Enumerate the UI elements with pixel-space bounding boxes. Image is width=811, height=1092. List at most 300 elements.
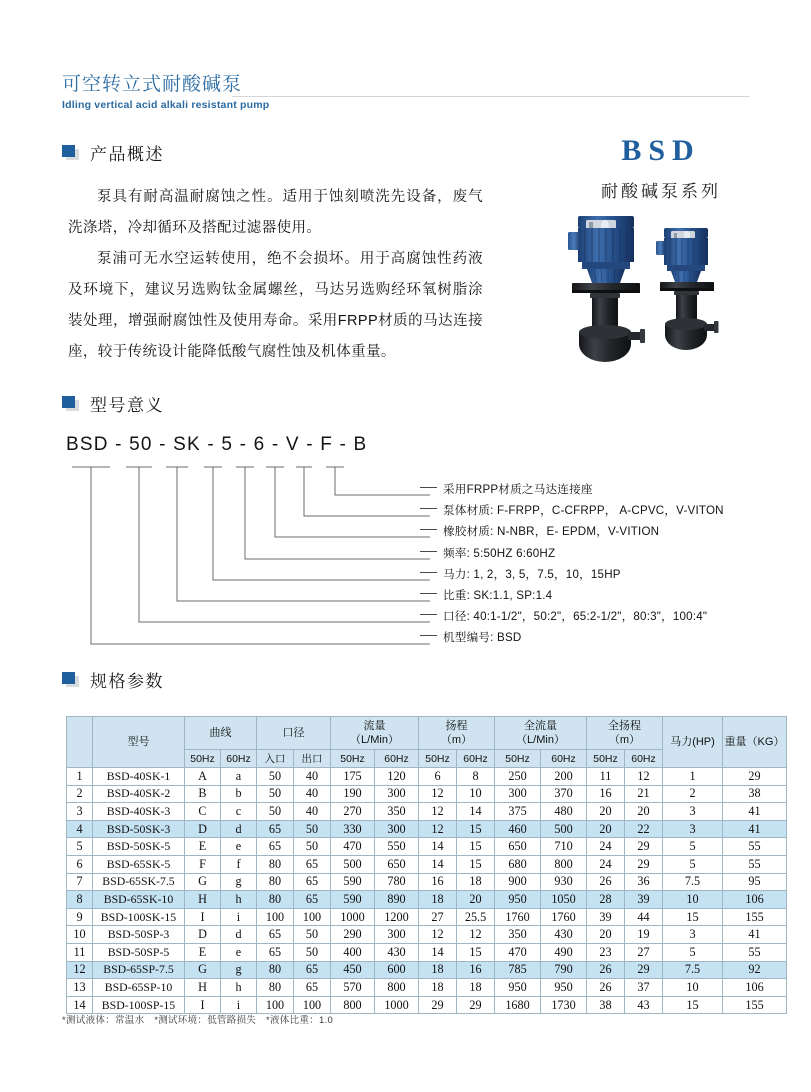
subheader-flow-50hz: 50Hz <box>331 750 375 768</box>
cell-head60: 18 <box>457 873 495 891</box>
section-title-spec: 规格参数 <box>90 672 164 691</box>
cell-kg: 41 <box>723 820 787 838</box>
cell-kg: 155 <box>723 908 787 926</box>
cell-flow50: 190 <box>331 785 375 803</box>
cell-curve50: A <box>185 768 221 786</box>
section-title-overview: 产品概述 <box>90 145 164 164</box>
cell-flow50: 270 <box>331 803 375 821</box>
cell-fhead60: 27 <box>625 943 663 961</box>
cell-fhead60: 37 <box>625 979 663 997</box>
cell-curve50: G <box>185 961 221 979</box>
cell-curve50: E <box>185 838 221 856</box>
pump-left <box>568 216 645 362</box>
cell-curve50: H <box>185 891 221 909</box>
legend-item: 泵体材质: F-FRPP，C-CFRPP， A-CPVC，V-VITON <box>420 502 800 523</box>
cell-flow50: 570 <box>331 979 375 997</box>
col-header-full-flow: 全流量 （L/Min） <box>495 717 587 750</box>
cell-outlet: 65 <box>294 891 331 909</box>
legend-item: 频率: 5:50HZ 6:60HZ <box>420 545 800 566</box>
cell-no: 8 <box>67 891 93 909</box>
cell-head60: 15 <box>457 820 495 838</box>
cell-fflow60: 200 <box>541 768 587 786</box>
cell-fflow60: 430 <box>541 926 587 944</box>
cell-fflow50: 680 <box>495 855 541 873</box>
cell-model: BSD-40SK-2 <box>93 785 185 803</box>
cell-inlet: 100 <box>257 908 294 926</box>
cell-flow60: 300 <box>375 926 419 944</box>
cell-fflow50: 375 <box>495 803 541 821</box>
cell-model: BSD-65SK-5 <box>93 855 185 873</box>
subheader-fullhead-50hz: 50Hz <box>587 750 625 768</box>
cell-flow60: 1000 <box>375 996 419 1014</box>
cell-flow50: 290 <box>331 926 375 944</box>
cell-curve50: G <box>185 873 221 891</box>
legend-item: 橡胶材质: N-NBR，E- EPDM，V-VITION <box>420 523 800 544</box>
cell-model: BSD-50SK-3 <box>93 820 185 838</box>
cell-hp: 5 <box>663 943 723 961</box>
cell-hp: 3 <box>663 926 723 944</box>
cell-kg: 92 <box>723 961 787 979</box>
cell-head50: 12 <box>419 803 457 821</box>
cell-head50: 18 <box>419 891 457 909</box>
cell-fflow60: 1760 <box>541 908 587 926</box>
cell-head50: 18 <box>419 961 457 979</box>
cell-head50: 12 <box>419 926 457 944</box>
cell-kg: 38 <box>723 785 787 803</box>
cell-head50: 12 <box>419 820 457 838</box>
cell-kg: 95 <box>723 873 787 891</box>
cell-flow60: 650 <box>375 855 419 873</box>
cell-outlet: 40 <box>294 785 331 803</box>
cell-flow50: 590 <box>331 891 375 909</box>
cell-curve60: b <box>221 785 257 803</box>
cell-hp: 7.5 <box>663 873 723 891</box>
cell-inlet: 65 <box>257 820 294 838</box>
cell-inlet: 80 <box>257 979 294 997</box>
subheader-curve-50hz: 50Hz <box>185 750 221 768</box>
cell-fflow50: 460 <box>495 820 541 838</box>
section-heading-spec <box>62 667 164 692</box>
cell-inlet: 50 <box>257 768 294 786</box>
cell-head50: 29 <box>419 996 457 1014</box>
cell-hp: 7.5 <box>663 961 723 979</box>
col-header-curve: 曲线 <box>185 717 257 750</box>
cell-flow50: 330 <box>331 820 375 838</box>
cell-flow50: 1000 <box>331 908 375 926</box>
cell-fflow50: 1760 <box>495 908 541 926</box>
table-row[interactable] <box>67 855 787 873</box>
cell-fhead50: 38 <box>587 996 625 1014</box>
cell-fhead60: 29 <box>625 838 663 856</box>
cell-fhead60: 29 <box>625 855 663 873</box>
cell-no: 9 <box>67 908 93 926</box>
cell-hp: 3 <box>663 803 723 821</box>
spec-table-container <box>66 716 785 1014</box>
cell-flow60: 600 <box>375 961 419 979</box>
overview-paragraph-1: 泵具有耐高温耐腐蚀之性。适用于蚀刻喷洗先设备，废气洗涤塔，冷却循环及搭配过滤器使用。 <box>68 189 483 236</box>
overview-text <box>68 182 483 368</box>
cell-outlet: 40 <box>294 768 331 786</box>
col-header-full-head: 全扬程 （m） <box>587 717 663 750</box>
cell-fflow60: 490 <box>541 943 587 961</box>
cell-model: BSD-65SK-10 <box>93 891 185 909</box>
col-header-weight: 重量（KG） <box>723 717 787 768</box>
cell-flow60: 550 <box>375 838 419 856</box>
cell-curve50: C <box>185 803 221 821</box>
cell-flow60: 300 <box>375 785 419 803</box>
cell-no: 7 <box>67 873 93 891</box>
cell-model: BSD-50SK-5 <box>93 838 185 856</box>
cell-hp: 15 <box>663 996 723 1014</box>
col-header-head: 扬程 （m） <box>419 717 495 750</box>
section-heading-nomenclature <box>62 391 164 416</box>
cell-kg: 29 <box>723 768 787 786</box>
cell-fhead50: 26 <box>587 979 625 997</box>
cell-hp: 5 <box>663 855 723 873</box>
table-row[interactable] <box>67 803 787 821</box>
cell-head60: 8 <box>457 768 495 786</box>
table-row[interactable] <box>67 961 787 979</box>
cell-fhead60: 44 <box>625 908 663 926</box>
cell-outlet: 100 <box>294 996 331 1014</box>
cell-fflow60: 790 <box>541 961 587 979</box>
overview-paragraph-2: 泵浦可无水空运转使用，绝不会损坏。用于高腐蚀性药液及环境下，建议另选购钛金属螺丝，马达另选购经环氧树脂涂装处理，增强耐腐蚀性及使用寿命。采用FRPP材质的马达连接座，较于传统设计能降低酸气腐性蚀及机体重量。 <box>68 251 483 360</box>
nomenclature-leader-lines <box>60 455 430 652</box>
subheader-fullflow-50hz: 50Hz <box>495 750 541 768</box>
col-header-power: 马力(HP) <box>663 717 723 768</box>
spec-table <box>66 716 787 1014</box>
cell-curve60: e <box>221 838 257 856</box>
cell-hp: 15 <box>663 908 723 926</box>
cell-model: BSD-65SP-10 <box>93 979 185 997</box>
cell-flow50: 400 <box>331 943 375 961</box>
cell-fhead50: 26 <box>587 873 625 891</box>
cell-flow50: 590 <box>331 873 375 891</box>
cell-curve60: d <box>221 926 257 944</box>
cell-flow60: 1200 <box>375 908 419 926</box>
cell-fflow50: 350 <box>495 926 541 944</box>
cell-curve60: a <box>221 768 257 786</box>
table-row[interactable] <box>67 908 787 926</box>
cell-no: 6 <box>67 855 93 873</box>
header-divider <box>232 96 750 97</box>
legend-item: 机型编号: BSD <box>420 629 800 650</box>
cell-hp: 2 <box>663 785 723 803</box>
cell-fflow60: 710 <box>541 838 587 856</box>
cell-outlet: 65 <box>294 855 331 873</box>
cell-curve50: I <box>185 996 221 1014</box>
cell-fhead50: 20 <box>587 820 625 838</box>
cell-model: BSD-50SP-5 <box>93 943 185 961</box>
model-code-string: BSD - 50 - SK - 5 - 6 - V - F - B <box>66 434 368 455</box>
cell-curve50: D <box>185 926 221 944</box>
subheader-bore-inlet: 入口 <box>257 750 294 768</box>
brand-name: BSD <box>621 134 701 167</box>
bullet-square-icon <box>62 672 79 687</box>
cell-curve60: h <box>221 979 257 997</box>
legend-item: 采用FRPP材质之马达连接座 <box>420 481 800 502</box>
legend-item: 口径: 40:1-1/2"，50:2"，65:2-1/2"，80:3"，100:4" <box>420 608 800 629</box>
cell-fhead60: 12 <box>625 768 663 786</box>
subheader-bore-outlet: 出口 <box>294 750 331 768</box>
section-title-nomenclature: 型号意义 <box>90 396 164 415</box>
document-title-zh: 可空转立式耐酸碱泵 <box>62 74 243 95</box>
cell-flow60: 430 <box>375 943 419 961</box>
cell-fhead60: 21 <box>625 785 663 803</box>
cell-kg: 55 <box>723 855 787 873</box>
cell-head60: 18 <box>457 979 495 997</box>
nomenclature-legend <box>420 481 800 651</box>
cell-curve60: c <box>221 803 257 821</box>
cell-hp: 10 <box>663 891 723 909</box>
cell-flow60: 120 <box>375 768 419 786</box>
cell-flow60: 300 <box>375 820 419 838</box>
cell-curve60: f <box>221 855 257 873</box>
cell-fhead50: 28 <box>587 891 625 909</box>
cell-curve60: g <box>221 873 257 891</box>
cell-outlet: 40 <box>294 803 331 821</box>
cell-inlet: 80 <box>257 891 294 909</box>
table-row[interactable] <box>67 838 787 856</box>
cell-fflow60: 930 <box>541 873 587 891</box>
cell-fhead50: 23 <box>587 943 625 961</box>
cell-kg: 106 <box>723 979 787 997</box>
cell-model: BSD-40SK-3 <box>93 803 185 821</box>
cell-fhead50: 20 <box>587 803 625 821</box>
cell-no: 2 <box>67 785 93 803</box>
cell-fhead60: 22 <box>625 820 663 838</box>
bullet-square-icon <box>62 396 79 411</box>
cell-fhead50: 39 <box>587 908 625 926</box>
cell-model: BSD-100SK-15 <box>93 908 185 926</box>
cell-curve50: B <box>185 785 221 803</box>
cell-inlet: 80 <box>257 873 294 891</box>
brand-series: 耐酸碱泵系列 <box>601 182 721 201</box>
cell-outlet: 65 <box>294 961 331 979</box>
cell-hp: 1 <box>663 768 723 786</box>
cell-head60: 25.5 <box>457 908 495 926</box>
cell-head50: 14 <box>419 943 457 961</box>
spec-table-head <box>67 717 787 768</box>
legend-dash-icon <box>420 551 437 552</box>
cell-curve60: d <box>221 820 257 838</box>
bullet-square-icon <box>62 145 79 160</box>
cell-inlet: 80 <box>257 961 294 979</box>
cell-inlet: 65 <box>257 943 294 961</box>
pump-right <box>656 228 719 350</box>
cell-head60: 16 <box>457 961 495 979</box>
cell-inlet: 80 <box>257 855 294 873</box>
cell-no: 5 <box>67 838 93 856</box>
cell-kg: 41 <box>723 926 787 944</box>
cell-model: BSD-65SP-7.5 <box>93 961 185 979</box>
cell-fflow50: 900 <box>495 873 541 891</box>
cell-flow50: 500 <box>331 855 375 873</box>
subheader-fullflow-60hz: 60Hz <box>541 750 587 768</box>
cell-inlet: 100 <box>257 996 294 1014</box>
cell-fflow60: 1730 <box>541 996 587 1014</box>
cell-fflow50: 470 <box>495 943 541 961</box>
legend-item: 比重: SK:1.1, SP:1.4 <box>420 587 800 608</box>
cell-head50: 14 <box>419 838 457 856</box>
cell-fflow60: 1050 <box>541 891 587 909</box>
cell-outlet: 65 <box>294 873 331 891</box>
cell-kg: 55 <box>723 943 787 961</box>
cell-curve60: e <box>221 943 257 961</box>
cell-fhead60: 39 <box>625 891 663 909</box>
document-header <box>62 74 762 111</box>
cell-head50: 16 <box>419 873 457 891</box>
spec-table-body <box>67 768 787 1014</box>
cell-fflow60: 800 <box>541 855 587 873</box>
table-row[interactable] <box>67 785 787 803</box>
table-row[interactable] <box>67 768 787 786</box>
col-header-flow: 流量 （L/Min） <box>331 717 419 750</box>
cell-fhead50: 16 <box>587 785 625 803</box>
col-header-index <box>67 717 93 768</box>
cell-hp: 5 <box>663 838 723 856</box>
cell-fhead60: 19 <box>625 926 663 944</box>
cell-model: BSD-100SP-15 <box>93 996 185 1014</box>
cell-head50: 12 <box>419 785 457 803</box>
cell-flow50: 450 <box>331 961 375 979</box>
cell-fhead60: 29 <box>625 961 663 979</box>
cell-no: 14 <box>67 996 93 1014</box>
cell-curve50: I <box>185 908 221 926</box>
cell-flow60: 350 <box>375 803 419 821</box>
cell-fflow60: 480 <box>541 803 587 821</box>
cell-flow50: 800 <box>331 996 375 1014</box>
cell-fflow60: 950 <box>541 979 587 997</box>
pump-product-image <box>556 212 776 364</box>
cell-fhead50: 24 <box>587 855 625 873</box>
cell-head60: 15 <box>457 855 495 873</box>
cell-fflow60: 370 <box>541 785 587 803</box>
cell-model: BSD-40SK-1 <box>93 768 185 786</box>
cell-outlet: 100 <box>294 908 331 926</box>
table-row[interactable] <box>67 926 787 944</box>
cell-fhead50: 20 <box>587 926 625 944</box>
cell-curve60: i <box>221 908 257 926</box>
cell-kg: 41 <box>723 803 787 821</box>
subheader-curve-60hz: 60Hz <box>221 750 257 768</box>
cell-outlet: 50 <box>294 838 331 856</box>
cell-hp: 10 <box>663 979 723 997</box>
cell-fhead60: 20 <box>625 803 663 821</box>
legend-dash-icon <box>420 508 437 509</box>
cell-no: 10 <box>67 926 93 944</box>
cell-head60: 20 <box>457 891 495 909</box>
cell-fhead60: 36 <box>625 873 663 891</box>
legend-dash-icon <box>420 635 437 636</box>
cell-head60: 15 <box>457 943 495 961</box>
spec-table-note: *测试液体：常温水 *测试环境：低管路损失 *液体比重：1.0 <box>62 1015 334 1026</box>
cell-fhead50: 24 <box>587 838 625 856</box>
cell-fflow50: 785 <box>495 961 541 979</box>
cell-outlet: 50 <box>294 926 331 944</box>
cell-inlet: 50 <box>257 803 294 821</box>
cell-no: 1 <box>67 768 93 786</box>
cell-head50: 18 <box>419 979 457 997</box>
cell-fhead60: 43 <box>625 996 663 1014</box>
cell-fflow50: 1680 <box>495 996 541 1014</box>
cell-kg: 155 <box>723 996 787 1014</box>
cell-fflow50: 250 <box>495 768 541 786</box>
cell-curve50: H <box>185 979 221 997</box>
cell-fflow50: 950 <box>495 891 541 909</box>
cell-kg: 106 <box>723 891 787 909</box>
cell-flow50: 470 <box>331 838 375 856</box>
col-header-model: 型号 <box>93 717 185 768</box>
table-row[interactable] <box>67 891 787 909</box>
legend-item: 马力: 1, 2，3, 5，7.5，10，15HP <box>420 566 800 587</box>
cell-curve60: i <box>221 996 257 1014</box>
cell-head60: 14 <box>457 803 495 821</box>
legend-dash-icon <box>420 572 437 573</box>
cell-head50: 6 <box>419 768 457 786</box>
table-row[interactable] <box>67 873 787 891</box>
cell-head60: 12 <box>457 926 495 944</box>
cell-no: 13 <box>67 979 93 997</box>
cell-outlet: 65 <box>294 979 331 997</box>
cell-fflow50: 650 <box>495 838 541 856</box>
legend-dash-icon <box>420 593 437 594</box>
cell-curve50: D <box>185 820 221 838</box>
cell-model: BSD-65SK-7.5 <box>93 873 185 891</box>
cell-curve60: g <box>221 961 257 979</box>
document-title-en: Idling vertical acid alkali resistant pump <box>62 98 270 111</box>
legend-dash-icon <box>420 614 437 615</box>
cell-flow60: 800 <box>375 979 419 997</box>
cell-no: 3 <box>67 803 93 821</box>
subheader-fullhead-60hz: 60Hz <box>625 750 663 768</box>
legend-dash-icon <box>420 529 437 530</box>
legend-dash-icon <box>420 487 437 488</box>
cell-fhead50: 11 <box>587 768 625 786</box>
cell-flow50: 175 <box>331 768 375 786</box>
subheader-head-60hz: 60Hz <box>457 750 495 768</box>
subheader-flow-60hz: 60Hz <box>375 750 419 768</box>
cell-model: BSD-50SP-3 <box>93 926 185 944</box>
subheader-head-50hz: 50Hz <box>419 750 457 768</box>
cell-head60: 15 <box>457 838 495 856</box>
cell-no: 12 <box>67 961 93 979</box>
cell-inlet: 50 <box>257 785 294 803</box>
cell-inlet: 65 <box>257 926 294 944</box>
cell-fhead50: 26 <box>587 961 625 979</box>
cell-curve50: F <box>185 855 221 873</box>
table-row[interactable] <box>67 979 787 997</box>
cell-head60: 29 <box>457 996 495 1014</box>
cell-kg: 55 <box>723 838 787 856</box>
cell-flow60: 890 <box>375 891 419 909</box>
cell-head60: 10 <box>457 785 495 803</box>
cell-no: 4 <box>67 820 93 838</box>
table-row[interactable] <box>67 820 787 838</box>
cell-fflow50: 300 <box>495 785 541 803</box>
cell-outlet: 50 <box>294 820 331 838</box>
cell-curve50: E <box>185 943 221 961</box>
section-heading-overview <box>62 140 164 165</box>
cell-fflow60: 500 <box>541 820 587 838</box>
cell-head50: 27 <box>419 908 457 926</box>
brand-block <box>516 136 806 202</box>
cell-curve60: h <box>221 891 257 909</box>
cell-outlet: 50 <box>294 943 331 961</box>
col-header-bore: 口径 <box>257 717 331 750</box>
table-row[interactable] <box>67 943 787 961</box>
cell-fflow50: 950 <box>495 979 541 997</box>
